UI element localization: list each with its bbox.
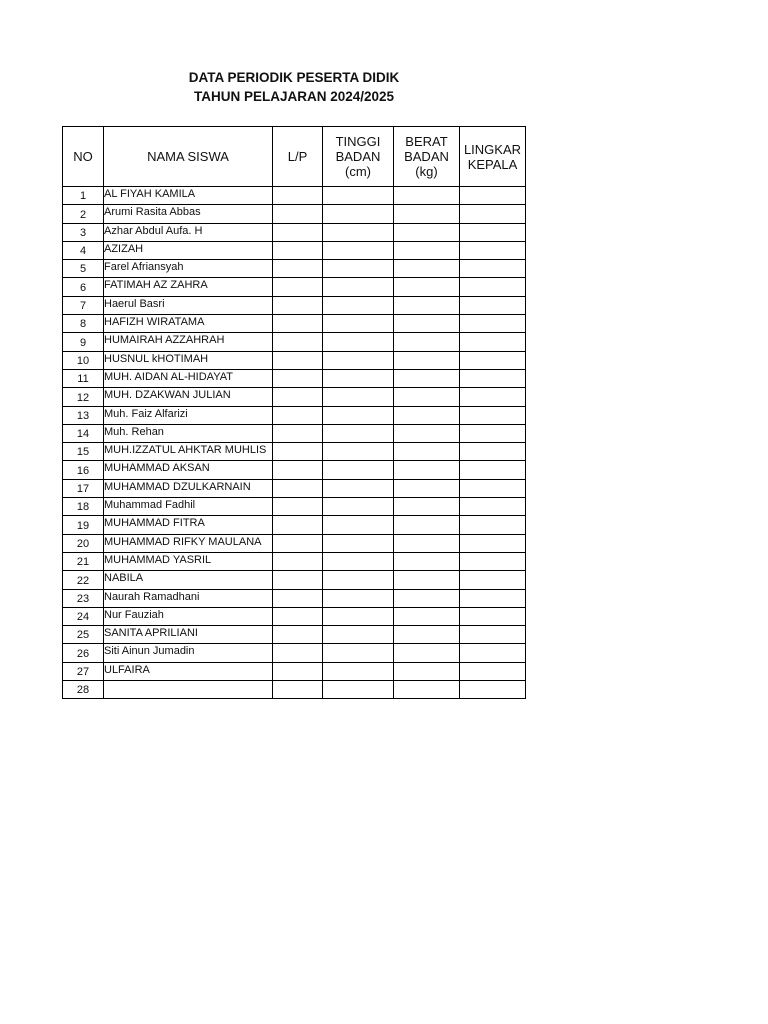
cell-lp xyxy=(273,534,323,552)
table-row xyxy=(63,644,526,662)
header-tinggi-line-3: (cm) xyxy=(345,164,371,179)
table-row xyxy=(63,205,526,223)
cell-berat-badan xyxy=(394,333,460,351)
header-no-label: NO xyxy=(73,149,93,164)
cell-tinggi-badan xyxy=(323,205,394,223)
cell-nama-siswa: MUH.IZZATUL AHKTAR MUHLIS xyxy=(104,443,273,461)
cell-berat-badan xyxy=(394,388,460,406)
cell-lp xyxy=(273,662,323,680)
cell-nama-siswa: Azhar Abdul Aufa. H xyxy=(104,223,273,241)
cell-berat-badan xyxy=(394,534,460,552)
table-row xyxy=(63,278,526,296)
cell-nama-siswa: Naurah Ramadhani xyxy=(104,589,273,607)
cell-lp xyxy=(273,369,323,387)
cell-no: 12 xyxy=(63,388,104,406)
header-berat-line-3: (kg) xyxy=(415,164,438,179)
cell-berat-badan xyxy=(394,516,460,534)
cell-lingkar-kepala xyxy=(460,241,526,259)
cell-no: 6 xyxy=(63,278,104,296)
header-lingkar-kepala xyxy=(460,127,526,187)
cell-no: 15 xyxy=(63,443,104,461)
cell-nama-siswa: Muh. Rehan xyxy=(104,424,273,442)
cell-no: 11 xyxy=(63,369,104,387)
cell-tinggi-badan xyxy=(323,644,394,662)
cell-no: 10 xyxy=(63,351,104,369)
table-row xyxy=(63,552,526,570)
cell-lingkar-kepala xyxy=(460,662,526,680)
cell-no: 4 xyxy=(63,241,104,259)
cell-nama-siswa: MUHAMMAD YASRIL xyxy=(104,552,273,570)
cell-lp xyxy=(273,351,323,369)
cell-lp xyxy=(273,626,323,644)
cell-tinggi-badan xyxy=(323,516,394,534)
table-row xyxy=(63,443,526,461)
student-data-table xyxy=(62,126,526,699)
header-berat-badan xyxy=(394,127,460,187)
cell-lp xyxy=(273,205,323,223)
cell-no: 16 xyxy=(63,461,104,479)
header-row xyxy=(63,127,526,187)
cell-lp xyxy=(273,187,323,205)
header-tinggi-badan xyxy=(323,127,394,187)
cell-no: 18 xyxy=(63,498,104,516)
header-lingkar-line-2: KEPALA xyxy=(467,156,518,172)
cell-no: 26 xyxy=(63,644,104,662)
document-title xyxy=(160,68,428,106)
table-row xyxy=(63,571,526,589)
cell-lingkar-kepala xyxy=(460,424,526,442)
cell-berat-badan xyxy=(394,662,460,680)
cell-lp xyxy=(273,498,323,516)
cell-lingkar-kepala xyxy=(460,461,526,479)
header-lp xyxy=(273,127,323,187)
cell-lingkar-kepala xyxy=(460,644,526,662)
cell-berat-badan xyxy=(394,552,460,570)
header-lp-label: L/P xyxy=(287,149,308,164)
cell-no: 7 xyxy=(63,296,104,314)
table-row xyxy=(63,388,526,406)
cell-tinggi-badan xyxy=(323,681,394,699)
cell-lp xyxy=(273,296,323,314)
cell-lingkar-kepala xyxy=(460,516,526,534)
cell-lingkar-kepala xyxy=(460,534,526,552)
header-tinggi-line-2: BADAN xyxy=(335,149,381,164)
cell-no: 20 xyxy=(63,534,104,552)
cell-nama-siswa: HUMAIRAH AZZAHRAH xyxy=(104,333,273,351)
cell-berat-badan xyxy=(394,461,460,479)
table-row xyxy=(63,424,526,442)
cell-lp xyxy=(273,388,323,406)
cell-no: 13 xyxy=(63,406,104,424)
cell-lingkar-kepala xyxy=(460,223,526,241)
cell-nama-siswa: Nur Fauziah xyxy=(104,607,273,625)
cell-lingkar-kepala xyxy=(460,278,526,296)
cell-nama-siswa: Arumi Rasita Abbas xyxy=(104,205,273,223)
cell-no: 14 xyxy=(63,424,104,442)
table-row xyxy=(63,223,526,241)
table-row xyxy=(63,369,526,387)
cell-lingkar-kepala xyxy=(460,260,526,278)
cell-nama-siswa: HAFIZH WIRATAMA xyxy=(104,315,273,333)
table-row xyxy=(63,461,526,479)
cell-no: 27 xyxy=(63,662,104,680)
header-berat-line-1: BERAT xyxy=(405,134,448,149)
table-row xyxy=(63,351,526,369)
cell-lingkar-kepala xyxy=(460,443,526,461)
cell-berat-badan xyxy=(394,296,460,314)
cell-nama-siswa: MUH. AIDAN AL-HIDAYAT xyxy=(104,369,273,387)
cell-lingkar-kepala xyxy=(460,333,526,351)
cell-lingkar-kepala xyxy=(460,369,526,387)
header-nama-label: NAMA SISWA xyxy=(147,149,229,164)
cell-tinggi-badan xyxy=(323,278,394,296)
cell-nama-siswa: Haerul Basri xyxy=(104,296,273,314)
cell-tinggi-badan xyxy=(323,626,394,644)
cell-tinggi-badan xyxy=(323,351,394,369)
cell-nama-siswa xyxy=(104,681,273,699)
cell-nama-siswa: SANITA APRILIANI xyxy=(104,626,273,644)
cell-tinggi-badan xyxy=(323,424,394,442)
cell-lingkar-kepala xyxy=(460,552,526,570)
cell-berat-badan xyxy=(394,626,460,644)
cell-tinggi-badan xyxy=(323,388,394,406)
cell-berat-badan xyxy=(394,406,460,424)
cell-berat-badan xyxy=(394,644,460,662)
header-nama-siswa xyxy=(104,127,273,187)
table-row xyxy=(63,187,526,205)
table-row xyxy=(63,589,526,607)
cell-lp xyxy=(273,315,323,333)
cell-lingkar-kepala xyxy=(460,571,526,589)
cell-lp xyxy=(273,589,323,607)
cell-tinggi-badan xyxy=(323,369,394,387)
cell-berat-badan xyxy=(394,589,460,607)
cell-tinggi-badan xyxy=(323,662,394,680)
cell-berat-badan xyxy=(394,424,460,442)
cell-no: 1 xyxy=(63,187,104,205)
cell-berat-badan xyxy=(394,351,460,369)
cell-lp xyxy=(273,443,323,461)
cell-nama-siswa: FATIMAH AZ ZAHRA xyxy=(104,278,273,296)
table-row xyxy=(63,333,526,351)
cell-tinggi-badan xyxy=(323,498,394,516)
cell-berat-badan xyxy=(394,223,460,241)
cell-lingkar-kepala xyxy=(460,296,526,314)
cell-lingkar-kepala xyxy=(460,626,526,644)
table-row xyxy=(63,498,526,516)
cell-tinggi-badan xyxy=(323,223,394,241)
cell-no: 2 xyxy=(63,205,104,223)
table-row xyxy=(63,516,526,534)
table-row xyxy=(63,296,526,314)
cell-nama-siswa: NABILA xyxy=(104,571,273,589)
cell-tinggi-badan xyxy=(323,315,394,333)
cell-nama-siswa: MUHAMMAD FITRA xyxy=(104,516,273,534)
cell-tinggi-badan xyxy=(323,589,394,607)
cell-lingkar-kepala xyxy=(460,498,526,516)
table-row xyxy=(63,534,526,552)
cell-lp xyxy=(273,260,323,278)
cell-nama-siswa: MUHAMMAD RIFKY MAULANA xyxy=(104,534,273,552)
cell-lingkar-kepala xyxy=(460,187,526,205)
table-row xyxy=(63,406,526,424)
cell-no: 23 xyxy=(63,589,104,607)
cell-nama-siswa: Siti Ainun Jumadin xyxy=(104,644,273,662)
header-no xyxy=(63,127,104,187)
cell-tinggi-badan xyxy=(323,571,394,589)
cell-nama-siswa: Muh. Faiz Alfarizi xyxy=(104,406,273,424)
table-body xyxy=(63,187,526,699)
cell-berat-badan xyxy=(394,607,460,625)
cell-lp xyxy=(273,607,323,625)
cell-berat-badan xyxy=(394,443,460,461)
cell-tinggi-badan xyxy=(323,333,394,351)
cell-berat-badan xyxy=(394,187,460,205)
cell-nama-siswa: MUHAMMAD DZULKARNAIN xyxy=(104,479,273,497)
cell-lp xyxy=(273,406,323,424)
table-row xyxy=(63,607,526,625)
cell-no: 25 xyxy=(63,626,104,644)
cell-nama-siswa: AL FIYAH KAMILA xyxy=(104,187,273,205)
cell-lp xyxy=(273,461,323,479)
cell-lp xyxy=(273,644,323,662)
cell-no: 5 xyxy=(63,260,104,278)
table-row xyxy=(63,315,526,333)
cell-berat-badan xyxy=(394,479,460,497)
cell-berat-badan xyxy=(394,241,460,259)
cell-tinggi-badan xyxy=(323,406,394,424)
cell-tinggi-badan xyxy=(323,187,394,205)
cell-lp xyxy=(273,333,323,351)
title-line-1: DATA PERIODIK PESERTA DIDIK xyxy=(188,70,400,85)
cell-lp xyxy=(273,552,323,570)
cell-no: 3 xyxy=(63,223,104,241)
cell-nama-siswa: ULFAIRA xyxy=(104,662,273,680)
cell-nama-siswa: MUH. DZAKWAN JULIAN xyxy=(104,388,273,406)
cell-lingkar-kepala xyxy=(460,681,526,699)
cell-no: 8 xyxy=(63,315,104,333)
cell-no: 22 xyxy=(63,571,104,589)
cell-nama-siswa: MUHAMMAD AKSAN xyxy=(104,461,273,479)
cell-lingkar-kepala xyxy=(460,315,526,333)
cell-berat-badan xyxy=(394,369,460,387)
cell-no: 9 xyxy=(63,333,104,351)
cell-nama-siswa: Farel Afriansyah xyxy=(104,260,273,278)
cell-lingkar-kepala xyxy=(460,589,526,607)
cell-no: 17 xyxy=(63,479,104,497)
cell-no: 19 xyxy=(63,516,104,534)
table-row xyxy=(63,241,526,259)
cell-tinggi-badan xyxy=(323,241,394,259)
cell-lp xyxy=(273,241,323,259)
table-row xyxy=(63,626,526,644)
cell-no: 24 xyxy=(63,607,104,625)
cell-berat-badan xyxy=(394,260,460,278)
cell-berat-badan xyxy=(394,571,460,589)
cell-berat-badan xyxy=(394,681,460,699)
cell-lp xyxy=(273,424,323,442)
header-tinggi-line-1: TINGGI xyxy=(335,134,381,149)
cell-berat-badan xyxy=(394,315,460,333)
table-row xyxy=(63,479,526,497)
cell-lp xyxy=(273,278,323,296)
header-berat-line-2: BADAN xyxy=(404,149,449,164)
cell-berat-badan xyxy=(394,498,460,516)
cell-tinggi-badan xyxy=(323,296,394,314)
cell-berat-badan xyxy=(394,205,460,223)
cell-tinggi-badan xyxy=(323,607,394,625)
cell-tinggi-badan xyxy=(323,461,394,479)
cell-tinggi-badan xyxy=(323,479,394,497)
cell-tinggi-badan xyxy=(323,552,394,570)
table-row xyxy=(63,662,526,680)
cell-lp xyxy=(273,479,323,497)
cell-nama-siswa: AZIZAH xyxy=(104,241,273,259)
cell-lingkar-kepala xyxy=(460,607,526,625)
cell-tinggi-badan xyxy=(323,443,394,461)
cell-lp xyxy=(273,571,323,589)
cell-lingkar-kepala xyxy=(460,479,526,497)
cell-lingkar-kepala xyxy=(460,388,526,406)
table-row xyxy=(63,681,526,699)
cell-nama-siswa: Muhammad Fadhil xyxy=(104,498,273,516)
cell-berat-badan xyxy=(394,278,460,296)
cell-tinggi-badan xyxy=(323,534,394,552)
cell-lingkar-kepala xyxy=(460,406,526,424)
cell-lp xyxy=(273,516,323,534)
cell-lingkar-kepala xyxy=(460,205,526,223)
cell-no: 28 xyxy=(63,681,104,699)
cell-no: 21 xyxy=(63,552,104,570)
cell-nama-siswa: HUSNUL kHOTIMAH xyxy=(104,351,273,369)
cell-lingkar-kepala xyxy=(460,351,526,369)
cell-tinggi-badan xyxy=(323,260,394,278)
cell-lp xyxy=(273,223,323,241)
title-line-2: TAHUN PELAJARAN 2024/2025 xyxy=(193,89,395,104)
header-lingkar-line-1: LINGKAR xyxy=(463,141,522,157)
table-row xyxy=(63,260,526,278)
cell-lp xyxy=(273,681,323,699)
